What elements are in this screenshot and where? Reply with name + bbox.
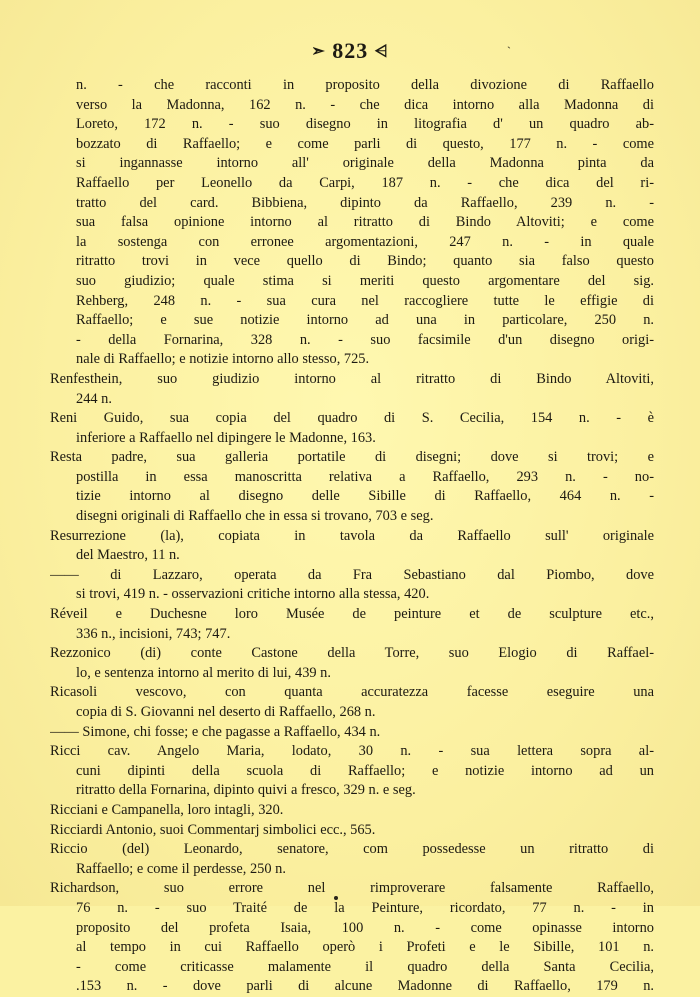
page-header <box>0 38 700 64</box>
text-line: verso la Madonna, 162 n. - che dica intorno alla Madonna di <box>76 96 654 113</box>
text-line: tizie intorno al disegno delle Sibille di Raffaello, 464 n. - <box>76 488 654 505</box>
text-line: suo giudizio; quale stima si meriti questo argomentare del sig. <box>76 272 654 289</box>
text-line: disegni originali di Raffaello che in essa si trovano, 703 e seg. <box>76 508 434 525</box>
text-line: al tempo in cui Raffaello operò i Profeti e le Sibille, 101 n. <box>76 939 654 956</box>
text-line: —— di Lazzaro, operata da Fra Sebastiano dal Piombo, dove <box>50 566 654 583</box>
text-line: Riccio (del) Leonardo, senatore, com possedesse un ritratto di <box>50 841 654 858</box>
text-line: 336 n., incisioni, 743; 747. <box>76 625 231 642</box>
text-line: la sostenga con erronee argomentazioni, 247 n. - in quale <box>76 233 654 250</box>
text-line: Ricci cav. Angelo Maria, lodato, 30 n. - sua lettera sopra al- <box>50 743 654 760</box>
text-line: ritratto trovi in vece quello di Bindo; quanto sia falso questo <box>76 253 654 270</box>
text-line: Réveil e Duchesne loro Musée de peinture et de sculpture etc., <box>50 606 654 623</box>
bottom-dot-icon <box>334 896 338 900</box>
text-line: Rehberg, 248 n. - sua cura nel raccogliere tutte le effigie di <box>76 292 654 309</box>
text-line: Raffaello per Leonello da Carpi, 187 n. - che dica del ri- <box>76 174 654 191</box>
text-line: .153 n. - dove parli di alcune Madonne di Raffaello, 179 n. <box>76 978 654 995</box>
text-line: si trovi, 419 n. - osservazioni critiche intorno alla stessa, 420. <box>76 586 430 603</box>
text-line: Reni Guido, sua copia del quadro di S. Cecilia, 154 n. - è <box>50 410 654 427</box>
text-line: postilla in essa manoscritta relativa a Raffaello, 293 n. - no- <box>76 468 654 485</box>
ornament-left-icon: ➣ <box>311 43 326 60</box>
text-line: cuni dipinti della scuola di Raffaello; e notizie intorno ad un <box>76 762 654 779</box>
text-line: tratto del card. Bibbiena, dipinto da Raffaello, 239 n. - <box>76 194 654 211</box>
text-line: lo, e sentenza intorno al merito di lui, 439 n. <box>76 664 331 681</box>
text-line: Raffaello; e come il perdesse, 250 n. <box>76 860 286 877</box>
text-line: 76 n. - suo Traité de la Peinture, ricordato, 77 n. - in <box>76 899 654 916</box>
text-line: Renfesthein, suo giudizio intorno al ritratto di Bindo Altoviti, <box>50 370 654 387</box>
index-text <box>50 76 654 997</box>
text-line: ritratto della Fornarina, dipinto quivi a fresco, 329 n. e seg. <box>76 782 416 799</box>
text-line: 244 n. <box>76 390 112 407</box>
text-line: Rezzonico (di) conte Castone della Torre, suo Elogio di Raffael- <box>50 645 654 662</box>
page-number: 823 <box>332 38 369 63</box>
text-line: copia di S. Giovanni nel deserto di Raffaello, 268 n. <box>76 704 376 720</box>
text-line: - come criticasse malamente il quadro della Santa Cecilia, <box>76 958 654 975</box>
text-line: Ricciani e Campanella, loro intagli, 320. <box>50 801 284 818</box>
text-line: Ricasoli vescovo, con quanta accuratezza facesse eseguire una <box>50 684 654 701</box>
text-line: n. - che racconti in proposito della divozione di Raffaello <box>76 77 654 93</box>
text-line: si ingannasse intorno all' originale della Madonna pinta da <box>76 155 654 172</box>
text-line: proposito del profeta Isaia, 100 n. - come opinasse intorno <box>76 919 654 936</box>
text-line: Resurrezione (la), copiata in tavola da Raffaello sull' originale <box>50 527 654 544</box>
ornament-right-icon: ⩤ <box>374 43 389 60</box>
text-line: - della Fornarina, 328 n. - suo facsimile d'un disegno origi- <box>76 331 654 348</box>
text-line: inferiore a Raffaello nel dipingere le Madonne, 163. <box>76 429 376 446</box>
text-line: Ricciardi Antonio, suoi Commentarj simbolici ecc., 565. <box>50 821 376 838</box>
text-line: Raffaello; e sue notizie intorno ad una in particolare, 250 n. <box>76 312 654 329</box>
text-line: Resta padre, sua galleria portatile di disegni; dove si trovi; e <box>50 449 654 466</box>
text-line: sua falsa opinione intorno al ritratto di Bindo Altoviti; e come <box>76 214 654 231</box>
text-line: Loreto, 172 n. - suo disegno in litografia d' un quadro ab- <box>76 116 654 133</box>
text-line: del Maestro, 11 n. <box>76 547 180 564</box>
text-line: bozzato di Raffaello; e come parli di questo, 177 n. - come <box>76 135 654 152</box>
text-line: nale di Raffaello; e notizie intorno allo stesso, 725. <box>76 351 370 368</box>
stray-mark: ˋ <box>507 44 511 58</box>
text-line: Richardson, suo errore nel rimproverare falsamente Raffaello, <box>50 880 654 897</box>
text-line: —— Simone, chi fosse; e che pagasse a Raffaello, 434 n. <box>50 723 381 740</box>
